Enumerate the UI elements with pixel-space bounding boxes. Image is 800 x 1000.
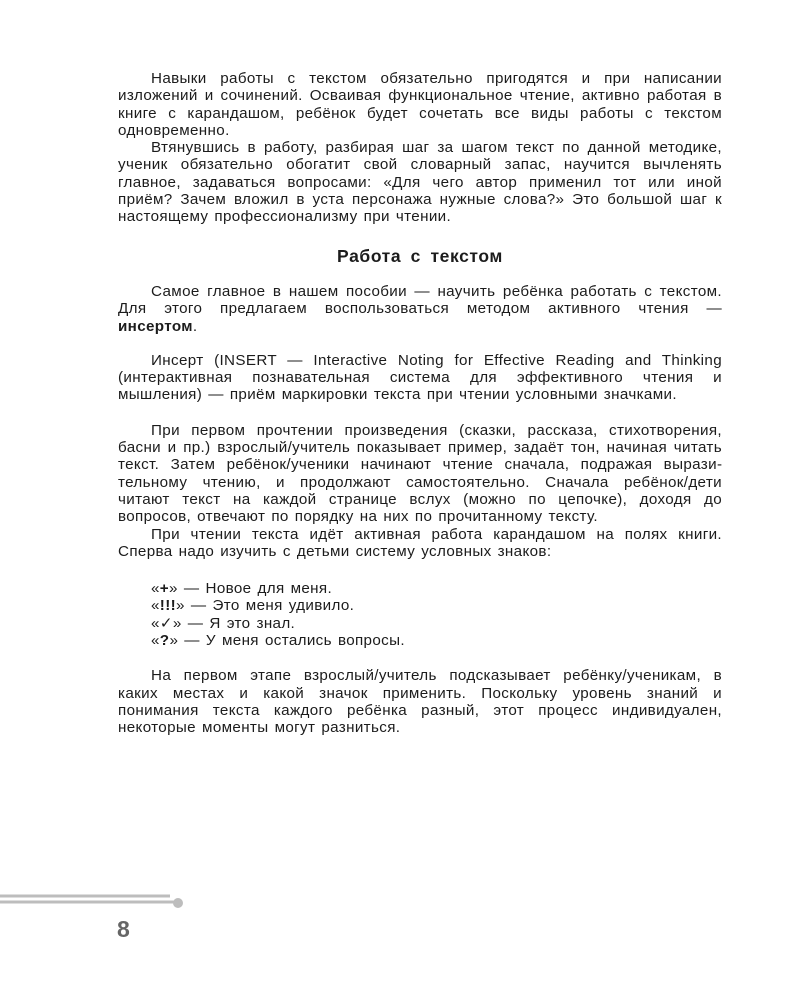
question-mark-icon: ? bbox=[159, 632, 170, 650]
mark-item-exclamation bbox=[151, 597, 722, 614]
quote-open: « bbox=[151, 580, 160, 598]
marks-legend-list bbox=[118, 580, 722, 649]
intro-paragraph-2: Втянувшись в работу, разбирая шаг за шагом текст по данной методике, ученик обязательно обогатит свой словарный запас, научится вычленять главное, задаваться вопросами: «Для чего автор применил тот или иной приём? Зачем вложил в уста персонажа нужные слова?» Это большой шаг к настоящему профессионализму при чтении. bbox=[118, 139, 722, 226]
quote-close: » bbox=[169, 632, 179, 650]
exclamation-mark-icon: !!! bbox=[159, 597, 177, 615]
quote-close: » bbox=[169, 580, 178, 598]
checkmark-icon: ✓ bbox=[159, 614, 173, 632]
footer-decorative-line bbox=[0, 891, 185, 909]
mark-description: — Это меня удивило. bbox=[184, 597, 355, 615]
mark-item-check bbox=[151, 615, 722, 632]
plus-mark-icon: + bbox=[159, 580, 170, 598]
mark-item-question bbox=[151, 632, 722, 649]
quote-close: » bbox=[176, 597, 185, 615]
section-paragraph-insert-definition: Инсерт (INSERT — Interactive Noting for Effective Reading and Thinking (интерактивная познавательная система для эффективного чтения и мышления) — приём маркировки текста при чтении условными значками. bbox=[118, 351, 722, 404]
quote-open: « bbox=[151, 632, 160, 650]
intro-paragraph-1: Навыки работы с текстом обязательно пригодятся и при написании изложений и сочинений. Осваивая функциональное чтение, активно работая в книге с карандашом, ребёнок будет сочетать все виды работы с текстом одновременно. bbox=[118, 70, 722, 139]
section-paragraph-1 bbox=[118, 283, 722, 335]
quote-open: « bbox=[151, 597, 160, 615]
paragraph-text: Самое главное в нашем пособии — научить ребёнка работать с текстом. Для этого предлагаем воспользоваться методом активного чтения — bbox=[118, 282, 722, 318]
section-heading: Работа с текстом bbox=[337, 245, 503, 266]
mark-description: — У меня остались вопросы. bbox=[178, 632, 405, 650]
quote-close: » bbox=[172, 614, 182, 632]
quote-open: « bbox=[151, 614, 160, 632]
insert-term: инсертом bbox=[118, 317, 193, 335]
section-paragraph-first-stage: На первом этапе взрослый/учитель подсказывает ребёнку/ученикам, в каких местах и какой значок применить. Поскольку уровень знаний и понимания текста каждого ребёнка разный, этот процесс индивидуален, некоторые моменты могут разниться. bbox=[118, 667, 722, 737]
page-body bbox=[118, 70, 722, 737]
section-paragraph-first-reading: При первом прочтении произведения (сказки, рассказа, стихотворения, басни и пр.) взрослый/учитель показывает пример, задаёт тон, начиная читать текст. Затем ребёнок/ученики начинают чтение сначала, подражая выразительному чтению, и продолжают самостоятельно. Сначала ребёнок/дети читают текст на каждой странице вслух (можно по цепочке), доходя до вопросов, отвечают по порядку на них по прочитанному тексту. bbox=[118, 421, 722, 526]
footer-line-dot bbox=[173, 898, 183, 908]
page-number: 8 bbox=[117, 916, 130, 942]
mark-description: — Новое для меня. bbox=[177, 580, 333, 598]
mark-item-plus bbox=[151, 580, 722, 597]
paragraph-end: . bbox=[192, 317, 198, 335]
section-paragraph-pencil-work: При чтении текста идёт активная работа карандашом на полях книги. Сперва надо изучить с детьми систему условных знаков: bbox=[118, 525, 722, 560]
mark-description: — Я это знал. bbox=[181, 614, 296, 632]
